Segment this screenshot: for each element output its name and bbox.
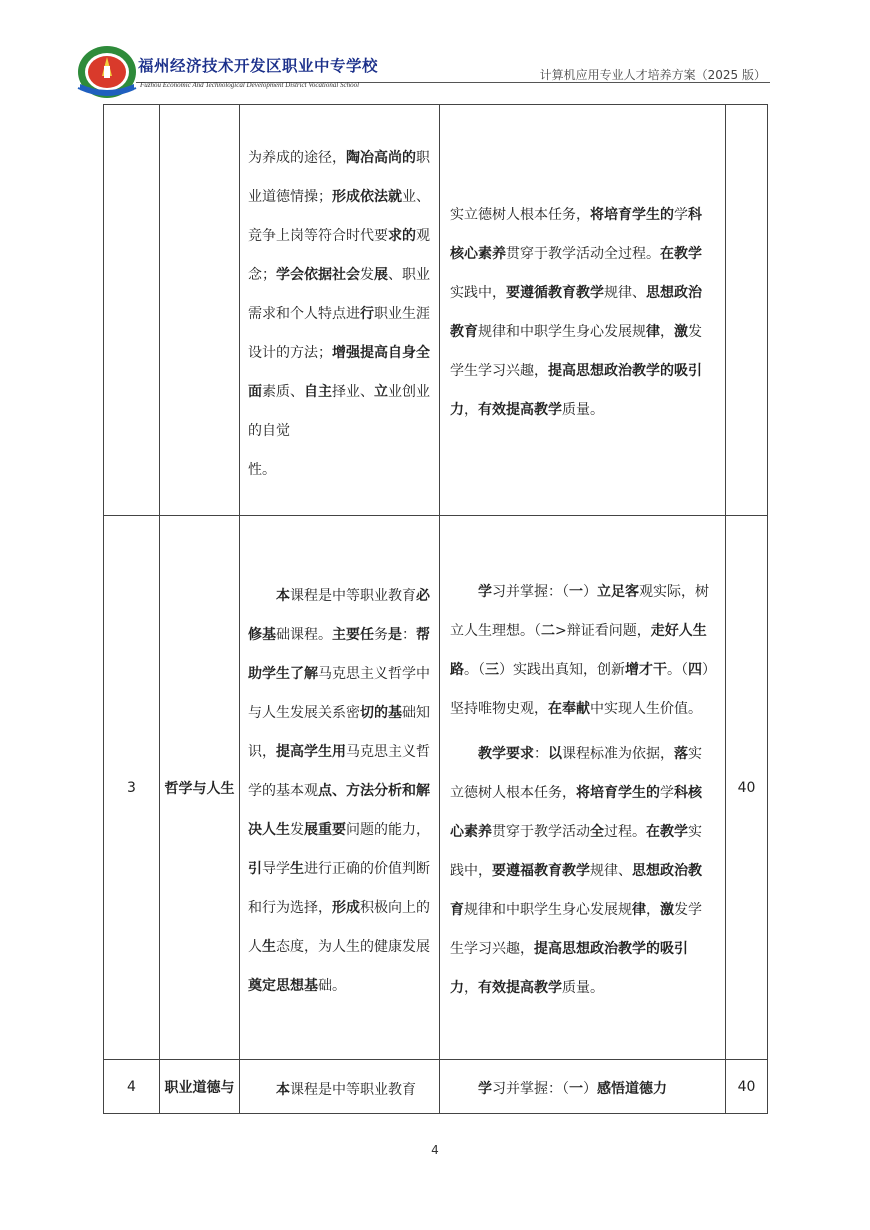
course-description-text: 为养成的途径，陶冶高尚的职业道德情操；形成依法就业、竞争上岗等符合时代要求的观念；学会依据社会发展、职业需求和个人特点进行职业生涯设计的方法；增强提高自身全面素质、自主择业、立业创业的自觉 性。 [248,149,430,478]
course-description [240,516,440,1060]
course-name [160,105,240,516]
course-hours: 40 [726,516,768,1060]
school-name-cn: 福州经济技术开发区职业中专学校 [138,57,379,75]
page-header [76,44,770,104]
table-row [104,1060,768,1114]
course-number: 3 [104,516,160,1060]
course-table [103,104,768,1114]
course-hours [726,105,768,516]
course-description [240,1060,440,1114]
requirement-paragraph: 学习并掌握：（一）立足客观实际，树立人生理想。（二>辩证看问题，走好人生路。（三）实践出真知，创新增才干。（四）坚持唯物史观，在奉献中实现人生价值。 [450,584,709,717]
course-requirements [440,105,726,516]
school-emblem-icon [76,44,138,100]
requirement-paragraph: 实立德树人根本任务，将培育学生的学科核心素养贯穿于教学活动全过程。在教学实践中，要遵循教育教学规律、思想政治教育规律和中职学生身心发展规律，激发学生学习兴趣，提高思想政治教学的吸引力，有效提高教学质量。 [450,207,702,418]
course-name: 哲学与人生 [160,516,240,1060]
course-name: 职业道德与 [160,1060,240,1114]
document-title: 计算机应用专业人才培养方案（2025 版） [539,68,766,82]
table-row [104,105,768,516]
course-number [104,105,160,516]
course-hours: 40 [726,1060,768,1114]
requirement-paragraph: 教学要求：以课程标准为依据，落实立德树人根本任务，将培育学生的学科核心素养贯穿于教学活动全过程。在教学实践中，要遵福教育教学规律、思想政治教育规律和中职学生身心发展规律，激发学生学习兴趣，提高思想政治教学的吸引力，有效提高教学质量。 [450,746,702,996]
requirement-paragraph: 学习并掌握：（一）感悟道德力 [478,1081,667,1097]
school-name-en: Fuzhou Economic And Technological Development District Vocational School [140,81,360,89]
course-description-text: 本课程是中等职业教育必修基础课程。主要任务是：帮助学生了解马克思主义哲学中与人生发展关系密切的基础知识，提高学生用马克思主义哲学的基本观点、方法分析和解决人生发展重要问题的能力，引导学生进行正确的价值判断和行为选择，形成积极向上的人生态度，为人生的健康发展奠定思想基础。 [248,588,430,994]
page-number: 4 [431,1143,439,1157]
course-description-text: 本课程是中等职业教育 [276,1082,416,1098]
course-requirements [440,516,726,1060]
table-row [104,516,768,1060]
course-description [240,105,440,516]
course-number: 4 [104,1060,160,1114]
course-requirements [440,1060,726,1114]
